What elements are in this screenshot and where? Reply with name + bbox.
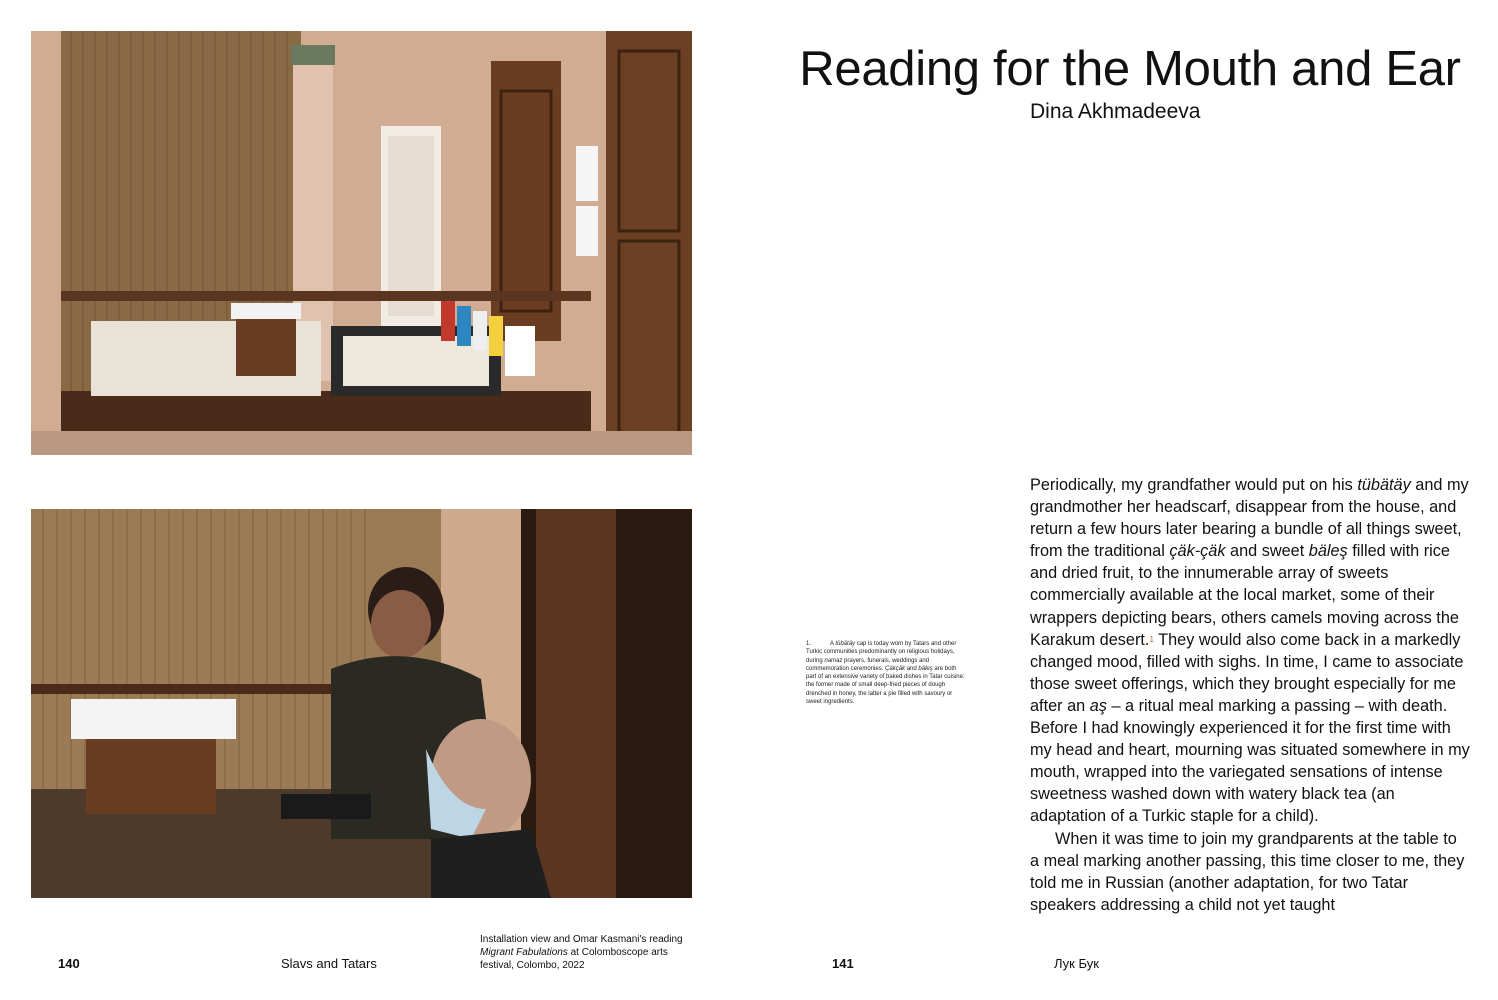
footnote-text-3: prayers, funerals, weddings and commemoration ceremonies. [806, 657, 930, 672]
photo-caption [480, 933, 700, 972]
p1-term-tubatay: tübätäy [1357, 476, 1411, 494]
footnote-marker[interactable]: 1 [1149, 634, 1154, 644]
reading-photo-illustration [31, 509, 692, 898]
footnote-term-bales: bäleş [918, 665, 933, 672]
article-title: Reading for the Mouth and Ear [799, 42, 1461, 96]
p1-text-6: – a ritual meal marking a passing – with death. Before I had knowingly experienced it for the first time with my head and heart, mourning was situated somewhere in my mouth, wrapped into the variegated sensations of intense sweetness washed down with watery black tea (an adaptation of a Turkic staple for a child). [1030, 696, 1470, 826]
caption-line-2: at Colomboscope arts festival, Colombo, 2022 [480, 947, 668, 971]
p1-term-bales: bäleş [1308, 542, 1348, 561]
p1-term-as: aş [1089, 696, 1107, 715]
footnote-text-5: are both part of an extensive variety of baked dishes in Tatar cuisine: the former made of small deep-fried pieces of dough drenched in honey, the latter a pie filled with savoury or sweet ingredients. [806, 665, 965, 706]
footnote [806, 640, 966, 706]
footnote-term-namaz: namaz [824, 657, 843, 664]
footnote-number: 1. [806, 641, 812, 647]
caption-work-title: Migrant Fabulations [480, 947, 568, 958]
installation-photo-illustration [31, 31, 692, 455]
footnote-term-cakcak: Çäkçäk [885, 665, 906, 672]
p1-text-1: Periodically, my grandfather would put on his [1030, 476, 1358, 494]
footnote-text-1: A [830, 641, 836, 647]
caption-line-1: Installation view and Omar Kasmani's reading [480, 934, 683, 945]
right-page-number: 141 [832, 956, 854, 971]
left-page-number: 140 [58, 956, 80, 971]
left-running-head: Slavs and Tatars [281, 956, 377, 971]
footnote-text-4: and [905, 665, 919, 672]
article-author: Dina Akhmadeeva [1030, 100, 1201, 123]
paragraph-1 [1030, 474, 1470, 828]
p1-text-4: filled with rice and dried fruit, to the innumerable array of sweets commercially available at the local market, some of their wrappers depicting bears, others camels moving across the Karakum desert. [1030, 542, 1459, 649]
body-text [1030, 474, 1470, 916]
reading-photo [31, 509, 692, 898]
p1-text-5: They would also come back in a markedly changed mood, filled with sighs. In time, I came to associate those sweet offerings, which they brought especially for me after an [1030, 630, 1464, 715]
installation-photo [31, 31, 692, 455]
footnote-text-2: cap is today worn by Tatars and other Turkic communities predominantly on religious holidays, during [806, 641, 957, 664]
p1-term-cakcak: çäk-çäk [1169, 542, 1226, 561]
p1-text-2: and my grandmother her headscarf, disappear from the house, and return a few hours later bearing a bundle of all things sweet, from the traditional [1030, 476, 1469, 561]
footnote-term-tubatay: tübätäy [835, 641, 856, 647]
right-running-head: Лук Бук [1054, 956, 1099, 971]
p1-text-3: and sweet [1225, 542, 1309, 561]
paragraph-2: When it was time to join my grandparents at the table to a meal marking another passing, this time closer to me, they told me in Russian (another adaptation, for two Tatar speakers addressing a child not yet taught [1030, 829, 1465, 914]
